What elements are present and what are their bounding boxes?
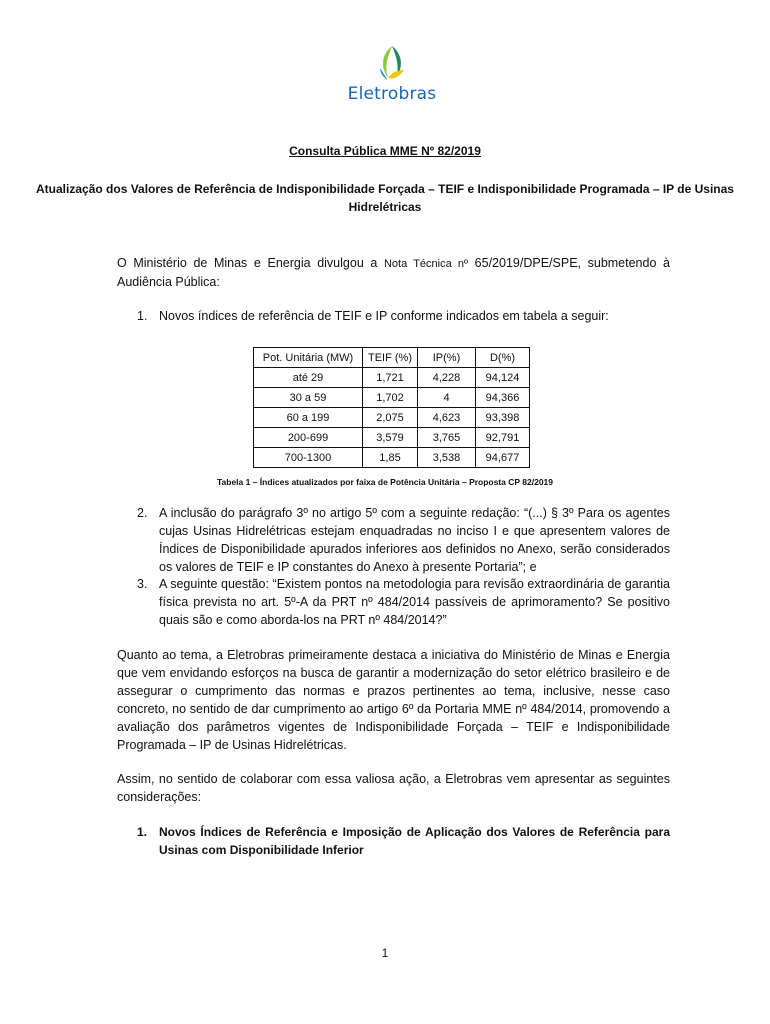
table-cell: até 29	[254, 368, 363, 388]
section-heading-text: Novos Índices de Referência e Imposição de Aplicação dos Valores de Referência para Usinas com Disponibilidade Inferior	[159, 825, 670, 857]
body-paragraph-assim: Assim, no sentido de colaborar com essa valiosa ação, a Eletrobras vem apresentar as seguintes considerações:	[117, 772, 670, 804]
list-item	[137, 575, 670, 629]
intro-text-end: 65/2019/DPE/SPE, submetendo à Audiência Pública:	[117, 256, 670, 289]
column-header: D(%)	[476, 348, 530, 368]
table-cell: 93,398	[476, 408, 530, 428]
table-row	[254, 368, 530, 388]
list-item	[137, 504, 670, 576]
table-row	[254, 388, 530, 408]
table-cell: 3,538	[418, 448, 476, 468]
intro-text-start: O Ministério de Minas e Energia divulgou a	[117, 256, 384, 270]
table-cell: 30 a 59	[254, 388, 363, 408]
intro-paragraph	[117, 254, 670, 291]
table-caption: Tabela 1 – Índices atualizados por faixa de Potência Unitária – Proposta CP 82/2019	[216, 477, 554, 487]
table-header-row	[254, 348, 530, 368]
list-item-text: A seguinte questão: “Existem pontos na metodologia para revisão extraordinária de garantia física prevista no art. 5º-A da PRT nº 484/2014 passíveis de aprimoramento? Se positivo quais são e como aborda-los na PRT nº 484/2014?”	[159, 577, 670, 627]
logo-wordmark: Eletrobras	[347, 84, 437, 104]
document-subtitle: Atualização dos Valores de Referência de Indisponibilidade Forçada – TEIF e Indisponibilidade Programada – IP de Usinas Hidrelétricas	[36, 182, 734, 214]
list-item-number: 1.	[137, 309, 148, 323]
column-header: Pot. Unitária (MW)	[254, 348, 363, 368]
document-title: Consulta Pública MME Nº 82/2019	[289, 144, 481, 158]
table-cell: 2,075	[363, 408, 418, 428]
table-cell: 3,579	[363, 428, 418, 448]
list-item	[137, 307, 670, 325]
table-cell: 200-699	[254, 428, 363, 448]
nota-tecnica-ref: Nota Técnica nº	[383, 258, 469, 270]
eletrobras-leaf-icon	[374, 44, 410, 84]
page-number: 1	[381, 946, 389, 960]
list-item-number: 2.	[137, 506, 148, 520]
reference-index-table	[253, 347, 530, 468]
table-row	[254, 408, 530, 428]
table-cell: 4,228	[418, 368, 476, 388]
table-cell: 1,721	[363, 368, 418, 388]
table-cell: 92,791	[476, 428, 530, 448]
table-cell: 94,124	[476, 368, 530, 388]
column-header: TEIF (%)	[363, 348, 418, 368]
list-item-text: Novos índices de referência de TEIF e IP conforme indicados em tabela a seguir:	[159, 309, 609, 323]
list-item-number: 3.	[137, 577, 148, 591]
body-paragraph-quanto: Quanto ao tema, a Eletrobras primeiramente destaca a iniciativa do Ministério de Minas e Energia que vem envidando esforços na busca de garantir a modernização do setor elétrico brasileiro e de assegurar o cumprimento das normas e prazos pertinentes ao tema, inclusive, nesse caso concreto, no sentido de dar cumprimento ao artigo 6º da Portaria MME nº 484/2014, promovendo a avaliação dos parâmetros vigentes de Indisponibilidade Forçada – TEIF e Indisponibilidade Programada – IP de Usinas Hidrelétricas.	[117, 648, 670, 752]
table-cell: 94,366	[476, 388, 530, 408]
table-row	[254, 428, 530, 448]
table-cell: 700-1300	[254, 448, 363, 468]
table-cell: 94,677	[476, 448, 530, 468]
table-cell: 4,623	[418, 408, 476, 428]
table-cell: 1,85	[363, 448, 418, 468]
eletrobras-logo	[344, 44, 440, 104]
table-cell: 1,702	[363, 388, 418, 408]
table-cell: 3,765	[418, 428, 476, 448]
list-item-text: A inclusão do parágrafo 3º no artigo 5º com a seguinte redação: “(...) § 3º Para os agentes cujas Usinas Hidrelétricas estejam enquadradas no inciso I e que apresentem valores de Índices de Disponibilidade apurados inferiores aos definidos no Anexo, serão considerados os valores de TEIF e IP constantes do Anexo à presente Portaria”; e	[159, 506, 670, 574]
column-header: IP(%)	[418, 348, 476, 368]
section-number: 1.	[137, 825, 148, 839]
section-heading	[137, 823, 670, 859]
table-cell: 60 a 199	[254, 408, 363, 428]
table-row	[254, 448, 530, 468]
table-cell: 4	[418, 388, 476, 408]
